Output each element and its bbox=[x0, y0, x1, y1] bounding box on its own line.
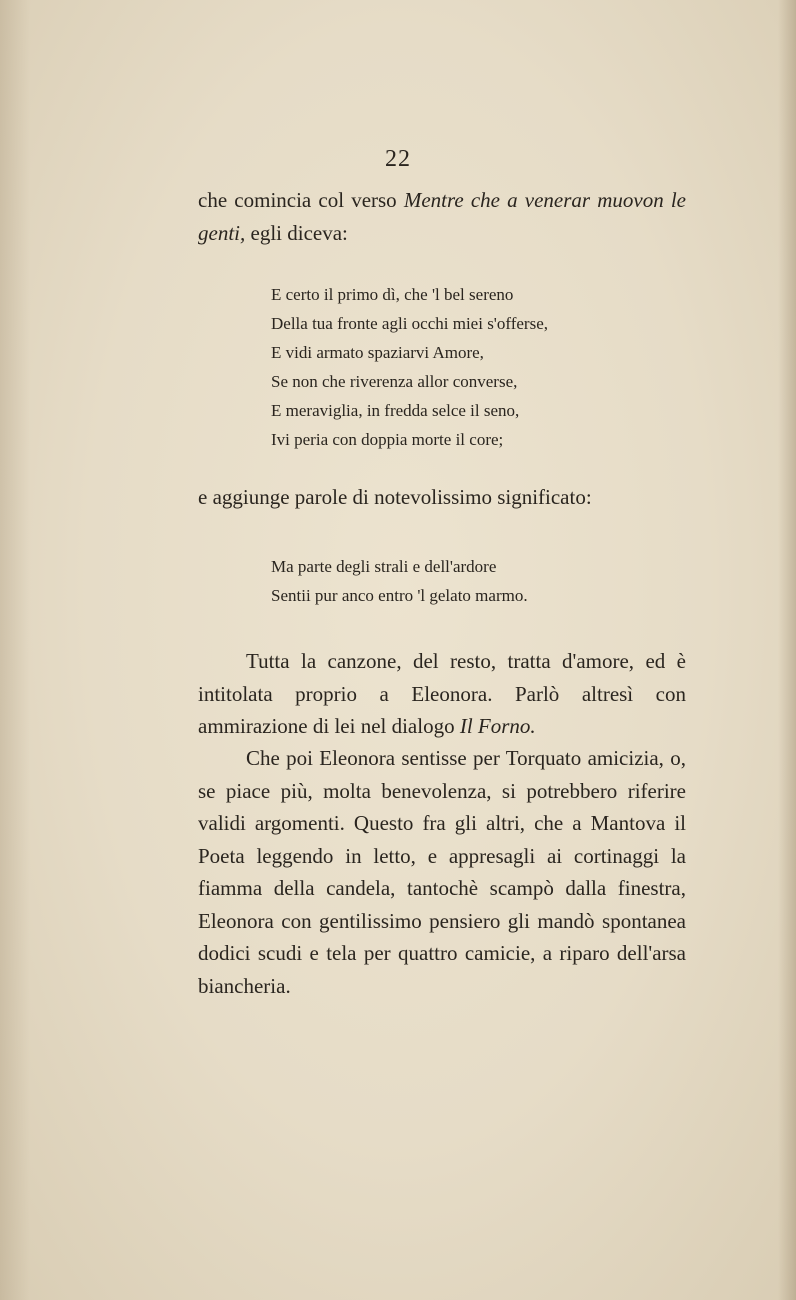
paragraph-text: Tutta la canzone, del resto, tratta d'amore, ed è intitolata proprio a Eleonora. Parlò altresì con ammirazione di lei nel dialogo bbox=[198, 649, 686, 738]
verse-line: E certo il primo dì, che 'l bel sereno bbox=[271, 285, 514, 304]
paragraph-canzone bbox=[198, 645, 686, 743]
verse-line: Della tua fronte agli occhi miei s'offerse, bbox=[271, 314, 549, 333]
verse-line: E vidi armato spaziarvi Amore, bbox=[271, 343, 484, 362]
verse-block-2 bbox=[271, 552, 528, 610]
paragraph-text: Che poi Eleonora sentisse per Torquato amicizia, o, se piace più, molta benevolenza, si potrebbero riferire validi argomenti. Questo fra gli altri, che a Mantova il Poeta leggendo in letto, e appresagli ai cortinaggi la fiamma della candela, tantochè scampò dalla finestra, Eleonora con gentilissimo pensiero gli mandò spontanea dodici scudi e tela per quattro camicie, a riparo dell'arsa biancheria. bbox=[198, 746, 686, 998]
verse-line: Ivi peria con doppia morte il core; bbox=[271, 430, 504, 449]
page-number: 22 bbox=[385, 146, 411, 172]
verse-block-1 bbox=[271, 280, 548, 454]
paragraph-eleonora bbox=[198, 742, 686, 1002]
intro-verse-title: Mentre che a venerar muovon le genti, bbox=[198, 188, 687, 245]
verse-line: Sentii pur anco entro 'l gelato marmo. bbox=[271, 586, 528, 605]
dialogue-title: Il Forno. bbox=[459, 714, 536, 738]
verse-line: Ma parte degli strali e dell'ardore bbox=[271, 557, 497, 576]
verse-line: Se non che riverenza allor converse, bbox=[271, 372, 518, 391]
verse-line: E meraviglia, in fredda selce il seno, bbox=[271, 401, 520, 420]
intro-text: che comincia col verso bbox=[198, 188, 404, 212]
intro-text-end: egli diceva: bbox=[245, 220, 348, 245]
middle-sentence: e aggiunge parole di notevolissimo significato: bbox=[198, 485, 592, 509]
intro-paragraph bbox=[198, 184, 686, 249]
